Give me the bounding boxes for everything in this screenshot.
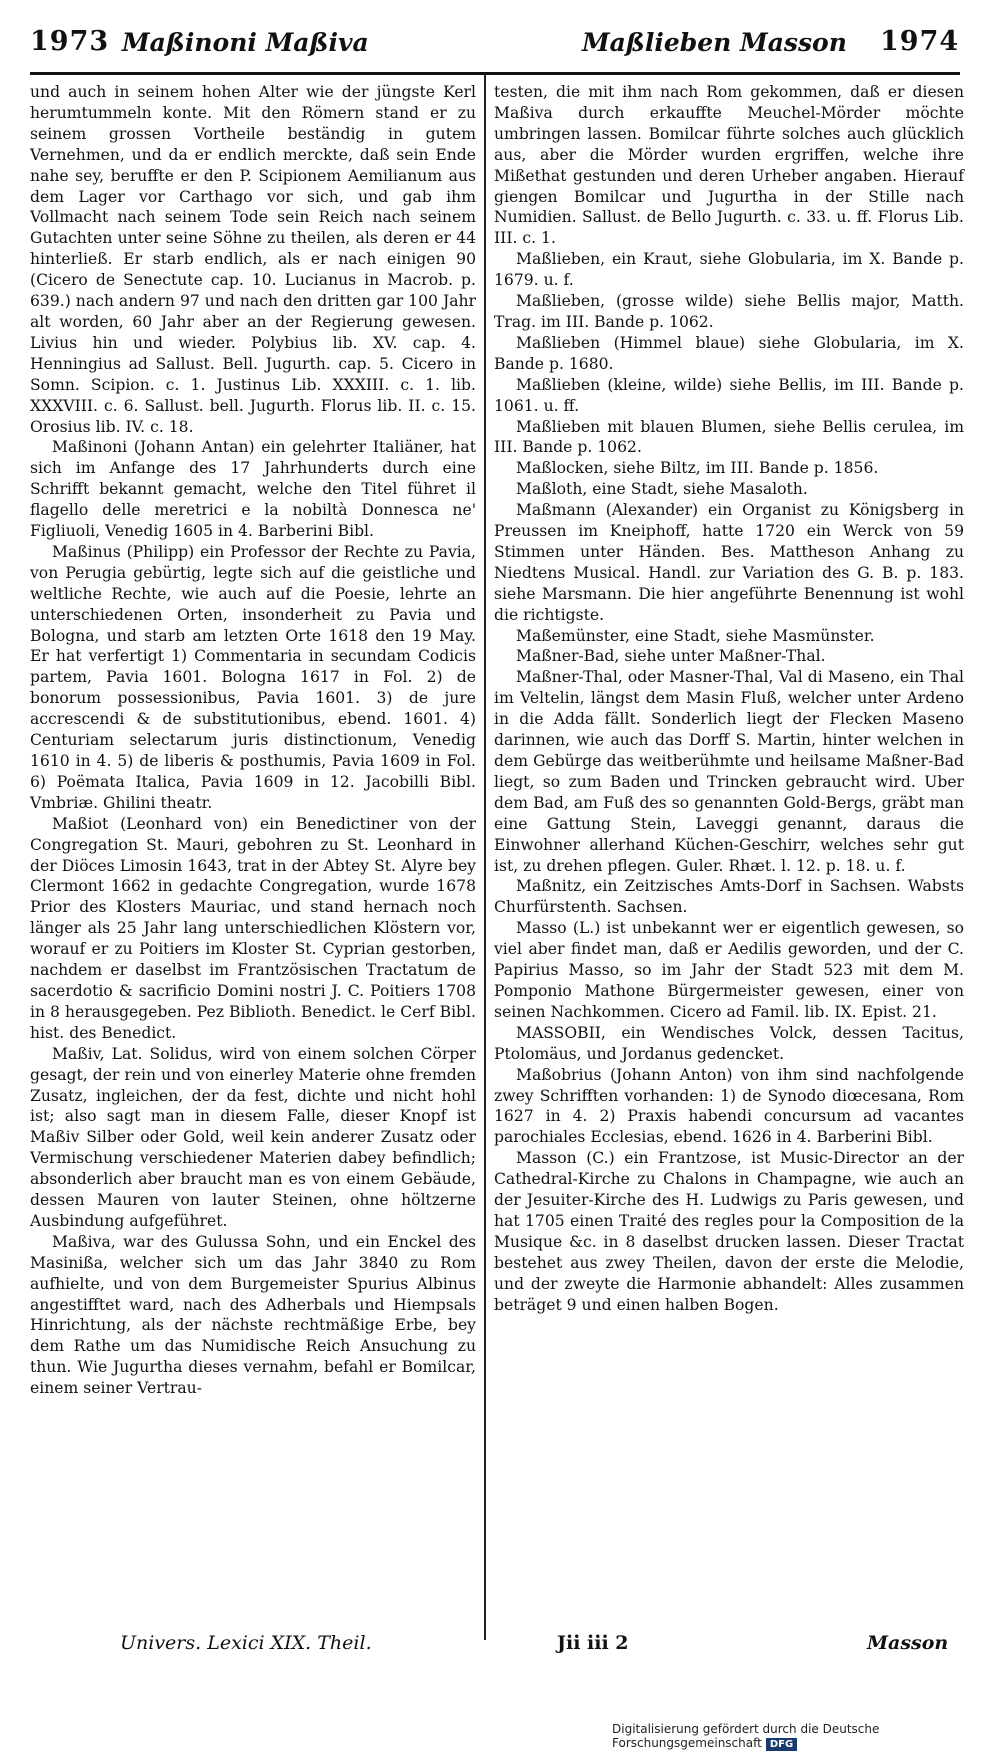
- left-page-number: 1973: [30, 26, 110, 57]
- page-footer: [22, 1632, 972, 1672]
- page-header: [22, 20, 972, 68]
- column-divider: [484, 75, 486, 1640]
- header-rule: [30, 72, 960, 75]
- lexicon-entry: Maßlieben (Himmel blaue) siehe Globularia, im X. Bande p. 1680.: [494, 333, 964, 373]
- lexicon-entry: Maßlocken, siehe Biltz, im III. Bande p. 1856.: [516, 459, 879, 478]
- catchword: Masson: [867, 1632, 949, 1654]
- lexicon-entry: Maßner-Thal, oder Masner-Thal, Val di Maseno, ein Thal im Veltelin, längst dem Masin Fluß, welcher unter Ardeno in die Adda fällt. Sonderlich liegt der Flecken Maseno darinnen, wie auch das Dorff S. Martin, hinter welchen in dem Gebürge das weitberühmte und heilsame Maßner-Bad liegt, so zum Baden und Trincken gebraucht wird. Uber dem Bad, am Fuß des so genannten Gold-Bergs, gräbt man eine Gattung Stein, Laveggi genannt, daraus die Einwohner allerhand Küchen-Geschirr, welches sehr gut ist, zu drehen pflegen. Guler. Rhæt. l. 12. p. 18. u. f.: [494, 668, 964, 875]
- credit-text: Digitalisierung gefördert durch die Deutsche Forschungsgemeinschaft: [612, 1722, 880, 1750]
- right-column: [494, 82, 964, 1315]
- lexicon-entry: Masso (L.) ist unbekannt wer er eigentlich gewesen, so viel aber findet man, daß er Aedilis geworden, und der C. Papirius Masso, so im Jahr der Stadt 523 mit dem M. Pomponio Mathone Bürgermeister gewesen, einer von seinen Nachkommen. Cicero ad Famil. lib. IX. Epist. 21.: [494, 919, 964, 1021]
- lexicon-entry: Maßner-Bad, siehe unter Maßner-Thal.: [516, 647, 826, 666]
- lexicon-entry: Maßmann (Alexander) ein Organist zu Königsberg in Preussen im Kneiphoff, hatte 1720 ein Werck von 59 Stimmen unter Händen. Bes. Mattheson Anhang zu Niedtens Musical. Handl. zur Variation des G. B. p. 183. siehe Marsmann. Die hier angeführte Benennung ist wohl die richtigste.: [494, 501, 964, 624]
- digitization-credit: [612, 1722, 1000, 1751]
- gathering-mark: Jii iii 2: [557, 1632, 629, 1654]
- lexicon-entry: Maßlieben (kleine, wilde) siehe Bellis, im III. Bande p. 1061. u. ff.: [494, 375, 964, 415]
- lexicon-entry: und auch in seinem hohen Alter wie der jüngste Kerl herumtummeln konte. Mit den Römern stand er zu seinem grossen Vortheile beständig in gutem Vernehmen, und da er endlich merckte, daß sein Ende nahe sey, beruffte er den P. Scipionem Aemilianum aus dem Lager vor Carthago vor sich, und gab ihm Vollmacht nach seinem Tode sein Reich nach seinem Gutachten unter seine Söhne zu theilen, als deren er 44 hinterließ. Er starb endlich, als er nach einigen 90 (Cicero de Senectute cap. 10. Lucianus in Macrob. p. 639.) nach andern 97 und nach den dritten gar 100 Jahr alt worden, 60 Jahr aber an der Regierung gewesen. Livius hin und wieder. Polybius lib. XV. cap. 4. Henningius ad Sallust. Bell. Jugurth. cap. 5. Cicero in Somn. Scipion. c. 1. Justinus Lib. XXXIII. c. 1. lib. XXXVIII. c. 6. Sallust. bell. Jugurth. Florus lib. II. c. 15. Orosius lib. IV. c. 18.: [30, 83, 476, 436]
- lexicon-entry: testen, die mit ihm nach Rom gekommen, daß er diesen Maßiva durch erkauffte Meuchel-Mörder möchte umbringen lassen. Bomilcar führte solches auch glücklich aus, aber die Mörder wurden ergriffen, welche ihre Mißethat gestunden und deren Urheber angaben. Hierauf giengen Bomilcar und Jugurtha in der Stille nach Numidien. Sallust. de Bello Jugurth. c. 33. u. ff. Florus Lib. III. c. 1.: [494, 83, 964, 248]
- signature-line: Univers. Lexici XIX. Theil.: [120, 1632, 372, 1654]
- lexicon-entry: Maßlieben, (grosse wilde) siehe Bellis major, Matth. Trag. im III. Bande p. 1062.: [494, 292, 964, 331]
- lexicon-entry: Maßiv, Lat. Solidus, wird von einem solchen Cörper gesagt, der rein und von einerley Materie ohne fremden Zusatz, ingleichen, der da fest, dichte und nicht hohl ist; also sagt man in diesem Falle, dieser Knopf ist Maßiv Silber oder Gold, weil kein anderer Zusatz oder Vermischung verschiedener Materien dabey befindlich; absonderlich aber braucht man es von einem Gebäude, dessen Mauren von lauter Steinen, ohne höltzerne Ausbindung aufgeführet.: [30, 1044, 476, 1230]
- lexicon-entry: Maßlieben mit blauen Blumen, siehe Bellis cerulea, im III. Bande p. 1062.: [494, 417, 964, 457]
- right-running-head: Maßlieben Masson: [582, 28, 847, 57]
- lexicon-entry: Maßloth, eine Stadt, siehe Masaloth.: [516, 480, 808, 499]
- lexicon-entry: Maßlieben, ein Kraut, siehe Globularia, im X. Bande p. 1679. u. f.: [494, 250, 964, 290]
- left-running-head: Maßinoni Maßiva: [122, 28, 369, 57]
- lexicon-entry: Maßiva, war des Gulussa Sohn, und ein Enckel des Masinißa, welcher sich um das Jahr 3840 zu Rom aufhielte, und von dem Burgemeister Spurius Albinus angestifftet ward, nach des Adherbals und Hiempsals Hinrichtung, als der nächste rechtmäßige Erbe, bey dem Rathe um das Numidische Reich Ansuchung zu thun. Wie Jugurtha dieses vernahm, befahl er Bomilcar, einem seiner Vertrau-: [30, 1232, 476, 1398]
- left-column: [30, 82, 476, 1399]
- lexicon-page: [22, 20, 972, 1710]
- dfg-logo: DFG: [766, 1738, 797, 1751]
- lexicon-entry: MASSOBII, ein Wendisches Volck, dessen Tacitus, Ptolomäus, und Jordanus gedencket.: [494, 1023, 964, 1063]
- lexicon-entry: Maßnitz, ein Zeitzisches Amts-Dorf in Sachsen. Wabsts Churfürstenth. Sachsen.: [494, 877, 964, 917]
- lexicon-entry: Masson (C.) ein Frantzose, ist Music-Director an der Cathedral-Kirche zu Chalons in Champagne, wie auch an der Jesuiter-Kirche des H. Ludwigs zu Paris gewesen, und hat 1705 einen Traité des regles pour la Composition de la Musique &c. in 8 daselbst drucken lassen. Dieser Tractat bestehet aus zwey Theilen, davon der erste die Melodie, und der zweyte die Harmonie abhandelt: Alles zusammen beträget 9 und einen halben Bogen.: [494, 1149, 964, 1314]
- lexicon-entry: Maßinus (Philipp) ein Professor der Rechte zu Pavia, von Perugia gebürtig, legte sich auf die geistliche und weltliche Rechte, wie auch auf die Poesie, lehrte an unterschiedenen Orten, insonderheit zu Pavia und Bologna, und starb am letzten Orte 1618 den 19 May. Er hat verfertigt 1) Commentaria in secundam Codicis partem, Pavia 1601. Bologna 1617 in Fol. 2) de bonorum possessionibus, Pavia 1601. 3) de jure accrescendi & de substitutionibus, ebend. 1601. 4) Centuriam selectarum juris distinctionum, Venedig 1610 in 4. 5) de liberis & posthumis, Pavia 1609 in Fol. 6) Poëmata Italica, Pavia 1609 in 12. Jacobilli Bibl. Vmbriæ. Ghilini theatr.: [30, 542, 476, 812]
- lexicon-entry: Maßobrius (Johann Anton) von ihm sind nachfolgende zwey Schrifften vorhanden: 1) de Synodo diœcesana, Rom 1627 in 4. 2) Praxis habendi concursum ad vacantes parochiales Ecclesias, ebend. 1626 in 4. Barberini Bibl.: [494, 1065, 964, 1147]
- right-page-number: 1974: [880, 26, 960, 57]
- lexicon-entry: Maßinoni (Johann Antan) ein gelehrter Italiäner, hat sich im Anfange des 17 Jahrhunderts durch eine Schrifft bekannt gemacht, welche den Titel führet il flagello delle meretrici e la nobiltà Donnesca ne' Figliuoli, Venedig 1605 in 4. Barberini Bibl.: [30, 438, 476, 541]
- lexicon-entry: Maßemünster, eine Stadt, siehe Masmünster.: [516, 626, 875, 645]
- lexicon-entry: Maßiot (Leonhard von) ein Benedictiner von der Congregation St. Mauri, gebohren zu St. Leonhard in der Diöces Limosin 1643, trat in der Abtey St. Alyre bey Clermont 1662 in gedachte Congregation, wurde 1678 Prior des Klosters Mauriac, und stand hernach noch länger als 25 Jahr lang unterschiedlichen Klöstern vor, worauf er zu Poitiers im Kloster St. Cyprian gestorben, nachdem er daselbst im Frantzösischen Tractatum de sacerdotio & sacrificio Domini nostri J. C. Poitiers 1708 in 8 herausgegeben. Pez Biblioth. Benedict. le Cerf Bibl. hist. des Benedict.: [30, 814, 476, 1042]
